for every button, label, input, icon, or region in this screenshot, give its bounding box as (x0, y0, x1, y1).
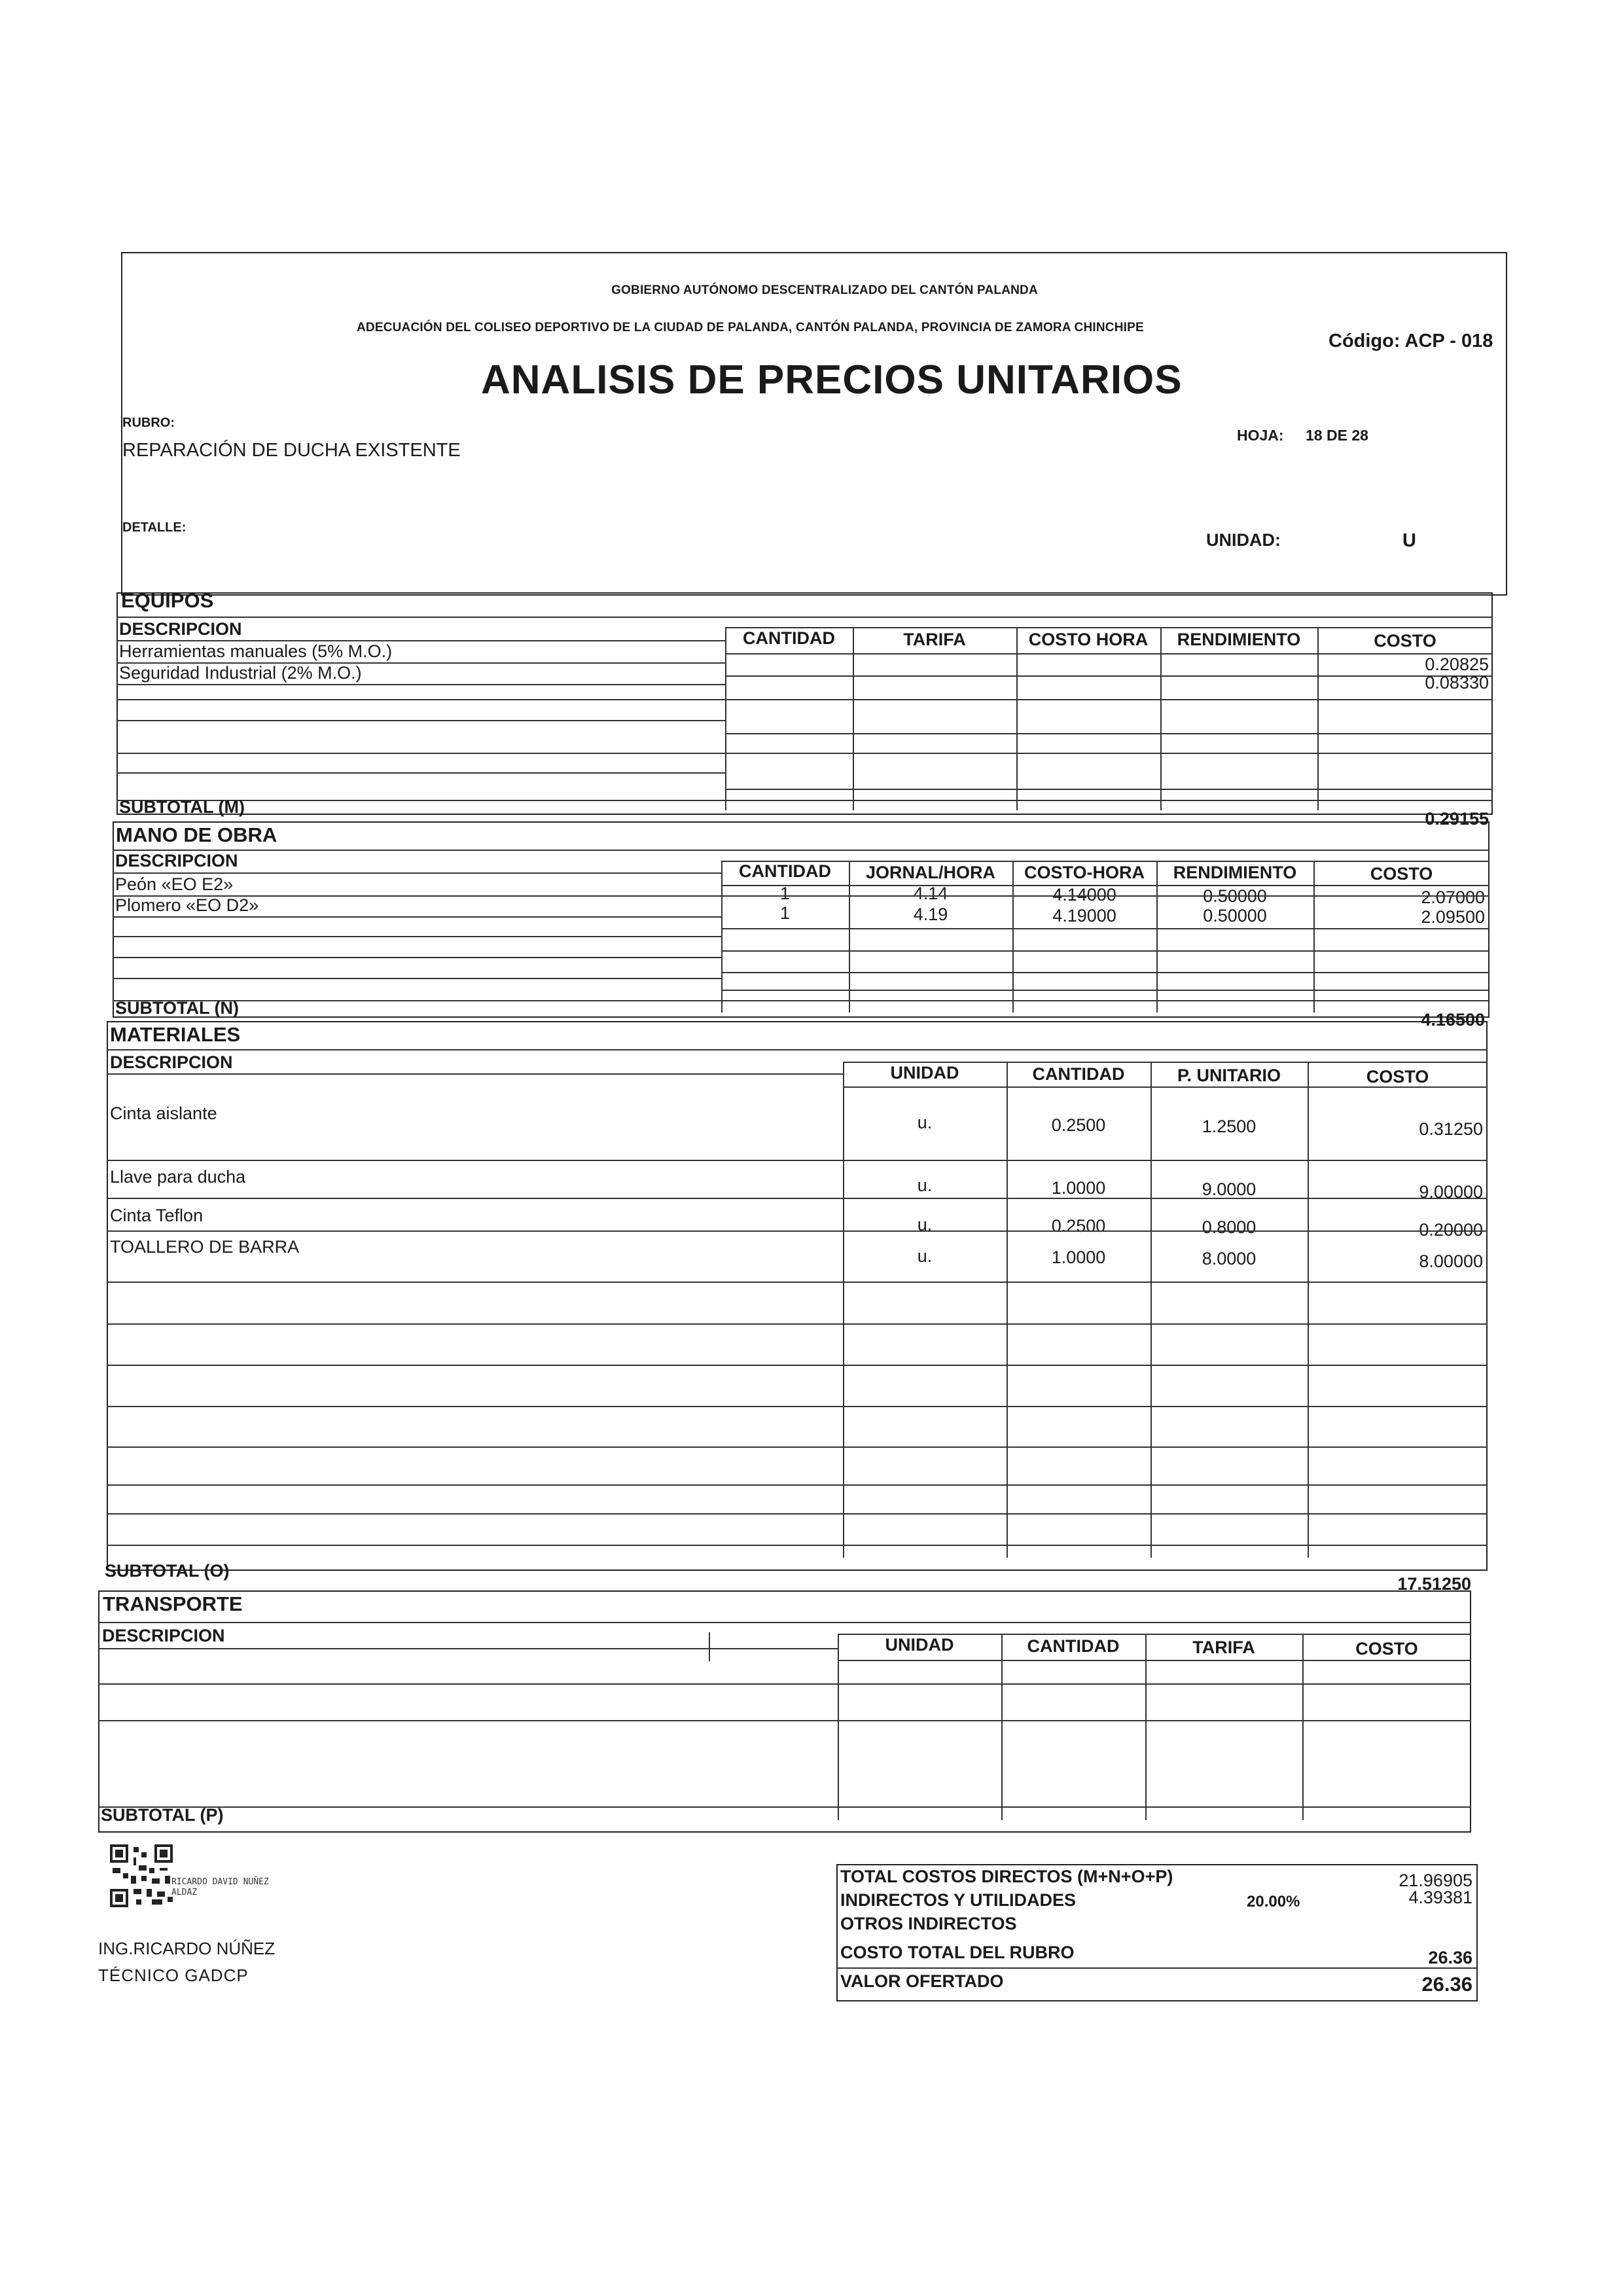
mano-obra-subtotal-value: 4.16500 (1421, 1010, 1485, 1030)
materiales-table (107, 1021, 1488, 1571)
transporte-title: TRANSPORTE (103, 1592, 243, 1615)
total-directos-value: 21.96905 (1399, 1871, 1472, 1890)
materiales-row-4-desc: TOALLERO DE BARRA (110, 1237, 300, 1257)
mano-obra-row-1-jornal: 4.14 (913, 884, 948, 903)
mano-obra-subtotal-label: SUBTOTAL (N) (115, 998, 239, 1018)
equipos-subtotal-value: 0.29155 (1425, 809, 1489, 829)
valor-ofertado-label: VALOR OFERTADO (840, 1971, 1004, 1991)
materiales-col-unidad: UNIDAD (890, 1063, 959, 1083)
total-directos-label: TOTAL COSTOS DIRECTOS (M+N+O+P) (840, 1867, 1173, 1886)
codigo-text: Código: ACP - 018 (1329, 331, 1493, 351)
materiales-col-costo: COSTO (1366, 1067, 1429, 1086)
transporte-col-descripcion: DESCRIPCION (102, 1626, 225, 1645)
equipos-col-costo: COSTO (1374, 631, 1436, 651)
costo-total-label: COSTO TOTAL DEL RUBRO (840, 1943, 1075, 1962)
materiales-col-cantidad: CANTIDAD (1032, 1064, 1125, 1084)
stamp-text-2: ALDAZ (171, 1888, 198, 1897)
materiales-col-p-unitario: P. UNITARIO (1177, 1066, 1281, 1085)
rubro-label: RUBRO: (122, 416, 175, 430)
materiales-row-1-costo: 0.31250 (1419, 1119, 1483, 1139)
signer-name: ING.RICARDO NÚÑEZ (98, 1939, 276, 1958)
mano-obra-col-cantidad: CANTIDAD (739, 861, 831, 881)
materiales-col-descripcion: DESCRIPCION (110, 1052, 233, 1072)
equipos-title: EQUIPOS (121, 589, 214, 612)
equipos-col-rendimiento: RENDIMIENTO (1177, 630, 1301, 649)
equipos-col-cantidad: CANTIDAD (743, 628, 835, 648)
materiales-row-2-unidad: u. (917, 1175, 933, 1195)
indirectos-value: 4.39381 (1408, 1888, 1472, 1907)
mano-obra-row-2-rendimiento: 0.50000 (1203, 906, 1267, 925)
materiales-row-3-desc: Cinta Teflon (110, 1206, 204, 1225)
mano-obra-row-2-cantidad: 1 (779, 903, 791, 923)
equipos-table (116, 592, 1493, 815)
materiales-row-2-p-unitario: 9.0000 (1202, 1179, 1257, 1199)
equipos-row-2-costo: 0.08330 (1425, 673, 1489, 692)
valor-ofertado-value: 26.36 (1421, 1973, 1472, 1996)
gobierno-text: GOBIERNO AUTÓNOMO DESCENTRALIZADO DEL CANTÓN PALANDA (611, 283, 1038, 297)
stamp-text-1: RICARDO DAVID NUÑEZ (171, 1877, 269, 1887)
page-title: ANALISIS DE PRECIOS UNITARIOS (481, 357, 1183, 403)
header-box (121, 252, 1507, 596)
mano-obra-row-1-desc: Peón «EO E2» (115, 874, 234, 894)
detalle-label: DETALLE: (122, 520, 187, 535)
equipos-col-tarifa: TARIFA (903, 630, 966, 649)
transporte-subtotal-label: SUBTOTAL (P) (101, 1805, 224, 1825)
materiales-row-4-unidad: u. (917, 1246, 933, 1266)
materiales-row-1-unidad: u. (917, 1113, 933, 1132)
proyecto-text: ADECUACIÓN DEL COLISEO DEPORTIVO DE LA CIUDAD DE PALANDA, CANTÓN PALANDA, PROVINCIA DE ZAMORA CHINCHIPE (357, 321, 1144, 334)
qr-code-icon (110, 1844, 173, 1907)
materiales-row-3-cantidad: 0.2500 (1051, 1216, 1106, 1236)
mano-obra-row-1-cantidad: 1 (779, 884, 791, 903)
materiales-row-1-desc: Cinta aislante (110, 1103, 217, 1123)
mano-obra-title: MANO DE OBRA (116, 823, 277, 846)
transporte-table (98, 1590, 1471, 1833)
materiales-row-1-p-unitario: 1.2500 (1202, 1117, 1257, 1136)
equipos-row-1-desc: Herramientas manuales (5% M.O.) (119, 641, 393, 661)
mano-obra-row-1-rendimiento: 0.50000 (1203, 886, 1267, 906)
otros-indirectos-label: OTROS INDIRECTOS (840, 1914, 1017, 1933)
unidad-label: UNIDAD: (1206, 530, 1281, 550)
costo-total-value: 26.36 (1428, 1948, 1472, 1967)
transporte-col-unidad: UNIDAD (885, 1635, 954, 1655)
materiales-row-4-cantidad: 1.0000 (1051, 1247, 1106, 1267)
materiales-subtotal-label: SUBTOTAL (O) (105, 1561, 230, 1581)
hoja-value: 18 DE 28 (1306, 427, 1368, 444)
materiales-row-3-unidad: u. (917, 1215, 933, 1234)
equipos-col-costo-hora: COSTO HORA (1028, 630, 1149, 649)
unidad-value: U (1402, 530, 1416, 551)
materiales-row-4-costo: 8.00000 (1419, 1251, 1483, 1271)
materiales-row-2-desc: Llave para ducha (110, 1167, 246, 1187)
materiales-row-3-costo: 0.20000 (1419, 1220, 1483, 1240)
equipos-row-1-costo: 0.20825 (1425, 655, 1489, 674)
transporte-col-costo: COSTO (1355, 1639, 1418, 1659)
mano-obra-col-descripcion: DESCRIPCION (115, 851, 238, 870)
materiales-row-4-p-unitario: 8.0000 (1202, 1249, 1257, 1268)
signer-role: TÉCNICO GADCP (98, 1965, 249, 1985)
mano-obra-col-costo-hora: COSTO-HORA (1024, 863, 1145, 882)
materiales-row-1-cantidad: 0.2500 (1051, 1115, 1106, 1135)
materiales-subtotal-value: 17.51250 (1397, 1574, 1471, 1594)
rubro-value: REPARACIÓN DE DUCHA EXISTENTE (122, 440, 461, 461)
transporte-col-cantidad: CANTIDAD (1027, 1636, 1120, 1656)
materiales-row-3-p-unitario: 0.8000 (1202, 1217, 1257, 1237)
materiales-title: MATERIALES (110, 1023, 241, 1046)
mano-obra-col-rendimiento: RENDIMIENTO (1173, 863, 1297, 882)
equipos-subtotal-label: SUBTOTAL (M) (119, 797, 245, 817)
transporte-col-tarifa: TARIFA (1192, 1638, 1255, 1657)
materiales-row-2-cantidad: 1.0000 (1051, 1178, 1106, 1198)
equipos-col-descripcion: DESCRIPCION (119, 619, 242, 639)
mano-obra-row-2-costo: 2.09500 (1421, 907, 1485, 927)
hoja-label: HOJA: (1237, 427, 1284, 444)
indirectos-pct: 20.00% (1247, 1893, 1300, 1910)
materiales-row-2-costo: 9.00000 (1419, 1182, 1483, 1202)
indirectos-label: INDIRECTOS Y UTILIDADES (840, 1890, 1077, 1910)
mano-obra-row-2-costo-hora: 4.19000 (1052, 906, 1116, 925)
mano-obra-row-2-jornal: 4.19 (913, 905, 948, 924)
mano-obra-row-1-costo-hora: 4.14000 (1052, 885, 1116, 905)
mano-obra-col-costo: COSTO (1370, 864, 1433, 884)
equipos-row-2-desc: Seguridad Industrial (2% M.O.) (119, 663, 362, 683)
mano-obra-col-jornal: JORNAL/HORA (865, 863, 995, 882)
mano-obra-row-2-desc: Plomero «EO D2» (115, 895, 259, 915)
mano-obra-row-1-costo: 2.07000 (1421, 888, 1485, 907)
